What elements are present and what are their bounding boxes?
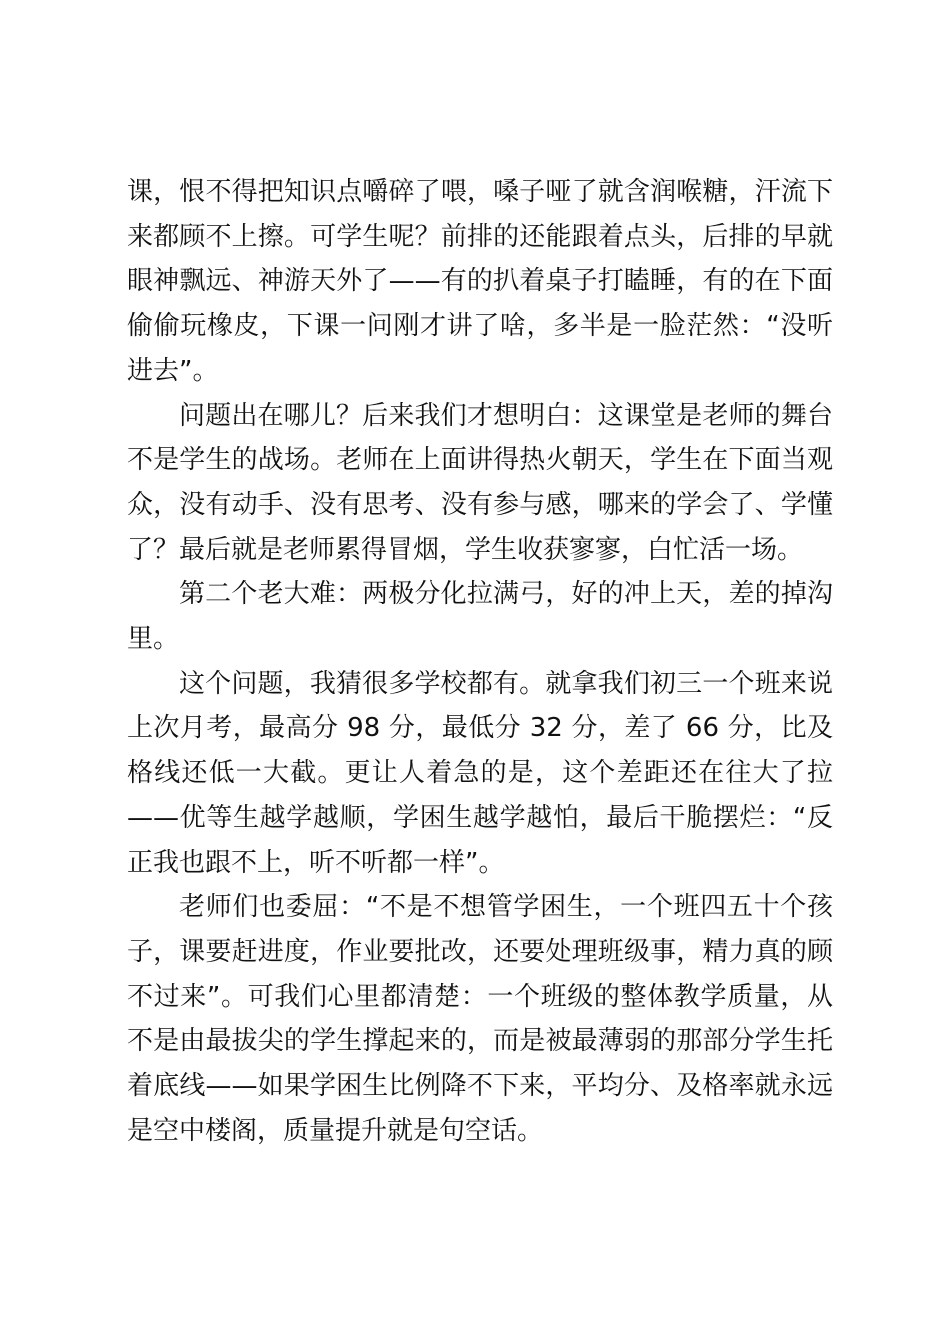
paragraph: 这个问题，我猜很多学校都有。就拿我们初三一个班来说上次月考，最高分 98 分，最低分 32 分，差了 66 分，比及格线还低一大截。更让人着急的是，这个差距还在往大了拉——优等生越学越顺，学困生越学越怕，最后干脆摆烂：“反正我也跟不上，听不听都一样”。 xyxy=(127,668,833,878)
paragraph-heading: 第二个老大难：两极分化拉满弓，好的冲上天，差的掉沟里。 xyxy=(127,579,833,655)
paragraph-continuation: 课，恨不得把知识点嚼碎了喂，嗓子哑了就含润喉糖，汗流下来都顾不上擦。可学生呢？前排的还能跟着点头，后排的早就眼神飘远、神游天外了——有的扒着桌子打瞌睡，有的在下面偷偷玩橡皮，下课一问刚才讲了啥，多半是一脸茫然：“没听进去”。 xyxy=(127,177,833,386)
paragraph: 老师们也委屈：“不是不想管学困生，一个班四五十个孩子，课要赶进度，作业要批改，还要处理班级事，精力真的顾不过来”。可我们心里都清楚：一个班级的整体教学质量，从不是由最拔尖的学生撑起来的，而是被最薄弱的那部分学生托着底线——如果学困生比例降不下来，平均分、及格率就永远是空中楼阁，质量提升就是句空话。 xyxy=(127,892,833,1146)
paragraph: 问题出在哪儿？后来我们才想明白：这课堂是老师的舞台不是学生的战场。老师在上面讲得热火朝天，学生在下面当观众，没有动手、没有思考、没有参与感，哪来的学会了、学懂了？最后就是老师累得冒烟，学生收获寥寥，白忙活一场。 xyxy=(127,400,833,565)
body-text xyxy=(127,170,833,1153)
